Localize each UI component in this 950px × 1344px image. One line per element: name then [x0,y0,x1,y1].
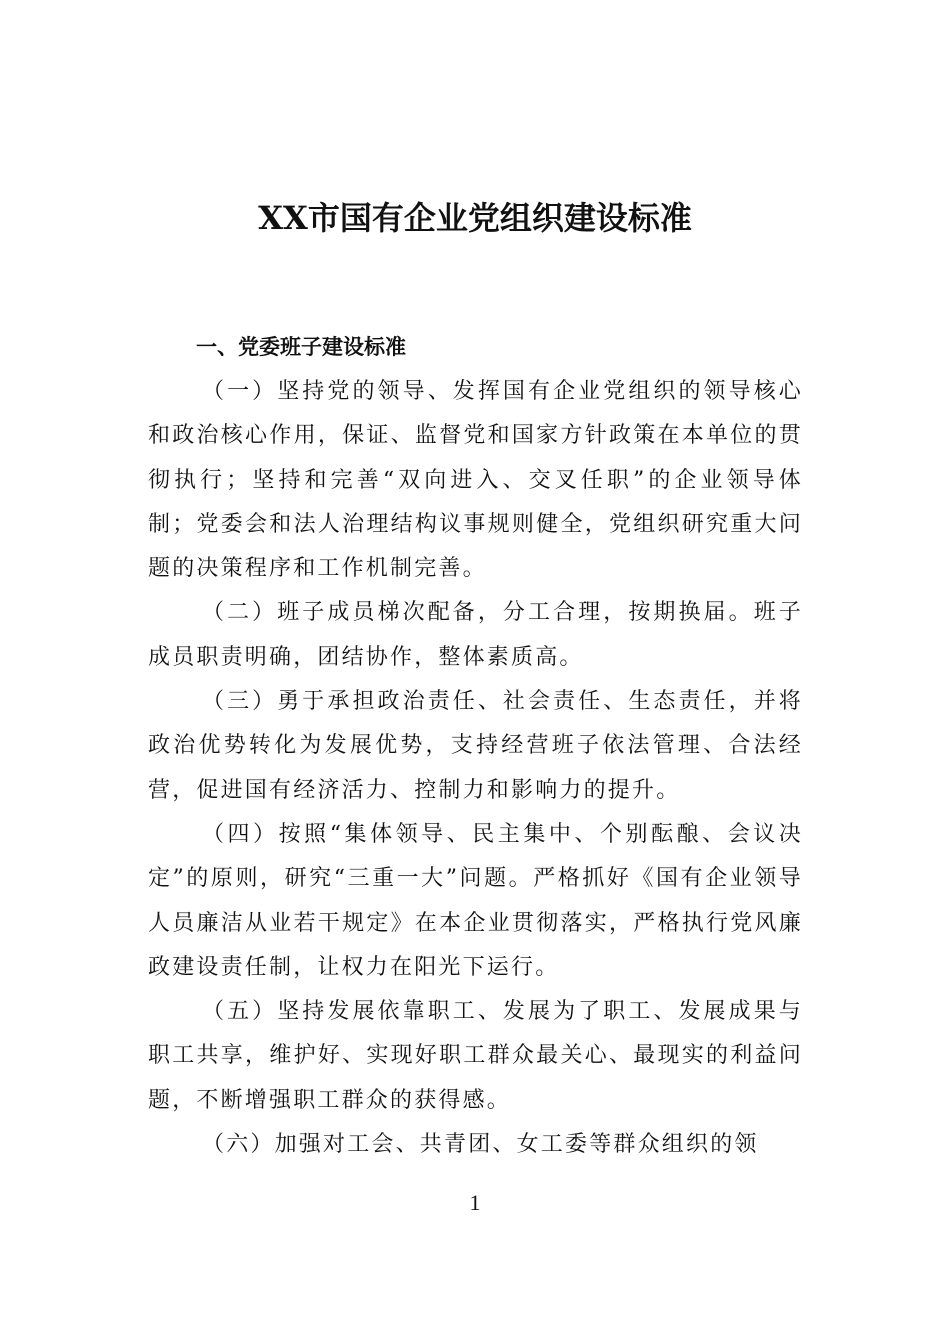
paragraph-2: （二）班子成员梯次配备，分工合理，按期换届。班子成员职责明确，团结协作，整体素质高。 [148,600,803,670]
page-number: 1 [469,1190,481,1215]
document-title: XX市国有企业党组织建设标准 [258,199,692,237]
paragraph-3: （三）勇于承担政治责任、社会责任、生态责任，并将政治优势转化为发展优势，支持经营班子依法管理、合法经营，促进国有经济活力、控制力和影响力的提升。 [148,689,803,803]
document-body [148,370,803,1167]
paragraph-6: （六）加强对工会、共青团、女工委等群众组织的领 [202,1132,759,1158]
paragraph-1: （一）坚持党的领导、发挥国有企业党组织的领导核心和政治核心作用，保证、监督党和国家方针政策在本单位的贯彻执行；坚持和完善“双向进入、交叉任职”的企业领导体制；党委会和法人治理结构议事规则健全，党组织研究重大问题的决策程序和工作机制完善。 [148,379,803,582]
paragraph-4: （四）按照“集体领导、民主集中、个别酝酿、会议决定”的原则，研究“三重一大”问题。严格抓好《国有企业领导人员廉洁从业若干规定》在本企业贯彻落实，严格执行党风廉政建设责任制，让权力在阳光下运行。 [148,821,803,980]
paragraph-5: （五）坚持发展依靠职工、发展为了职工、发展成果与职工共享，维护好、实现好职工群众最关心、最现实的利益问题，不断增强职工群众的获得感。 [148,999,803,1113]
section-heading: 一、党委班子建设标准 [196,335,406,359]
